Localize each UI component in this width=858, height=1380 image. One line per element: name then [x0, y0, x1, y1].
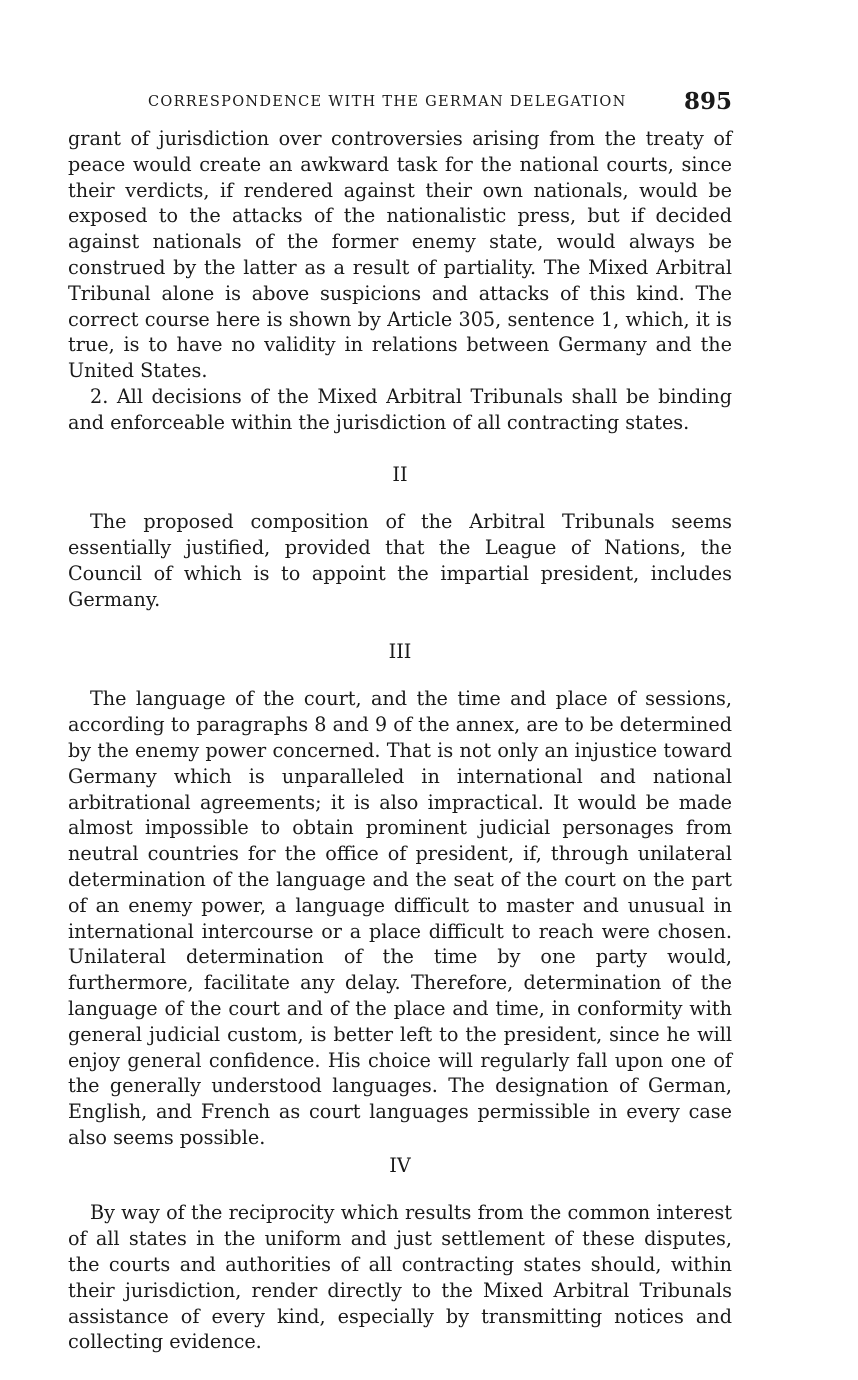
- section-heading-iii: III: [388, 639, 412, 663]
- running-title: CORRESPONDENCE WITH THE GERMAN DELEGATION: [148, 94, 627, 110]
- paragraph-item-2: 2. All decisions of the Mixed Arbitral Tribunals shall be binding and enforceable within the jurisdiction of all contracting states.: [68, 384, 732, 434]
- running-head: [68, 88, 732, 120]
- section-iii-paragraph: The language of the court, and the time and place of sessions, according to paragraphs 8 and 9 of the annex, are to be determined by the enemy power concerned. That is not only an injustice toward Germany which is unparalleled in international and national arbitrational agreements; it is also impractical. It would be made almost impossible to obtain prominent judicial personages from neutral countries for the office of president, if, through unilateral determination of the language and the seat of the court on the part of an enemy power, a language difficult to master and unusual in international intercourse or a place difficult to reach were chosen. Unilateral determination of the time by one party would, furthermore, facilitate any delay. Therefore, determination of the language of the court and of the place and time, in conformity with general judicial custom, is better left to the president, since he will enjoy general confidence. His choice will regularly fall upon one of the generally understood languages. The designation of German, English, and French as court languages permissible in every case also seems possible.: [68, 687, 732, 1149]
- section-ii-paragraph: The proposed composition of the Arbitral Tribunals seems essentially justified, provided that the League of Nations, the Council of which is to appoint the impartial president, includes Germany.: [68, 510, 732, 611]
- document-page: [68, 88, 732, 1355]
- section-iv-paragraph: By way of the reciprocity which results from the common interest of all states in the uniform and just settlement of these disputes, the courts and authorities of all contracting states should, within their jurisdiction, render directly to the Mixed Arbitral Tribunals assistance of every kind, especially by transmitting notices and collecting evidence.: [68, 1201, 732, 1354]
- paragraph-continued: grant of jurisdiction over controversies arising from the treaty of peace would create an awkward task for the national courts, since their verdicts, if rendered against their own nationals, would be exposed to the attacks of the nationalistic press, but if decided against nationals of the former enemy state, would always be construed by the latter as a result of partiality. The Mixed Arbitral Tribunal alone is above suspicions and attacks of this kind. The correct course here is shown by Article 305, sentence 1, which, it is true, is to have no validity in relations between Germany and the United States.: [68, 127, 732, 383]
- section-heading-ii: II: [392, 462, 408, 486]
- section-heading-iv: IV: [389, 1153, 411, 1177]
- page-number: 895: [683, 88, 732, 115]
